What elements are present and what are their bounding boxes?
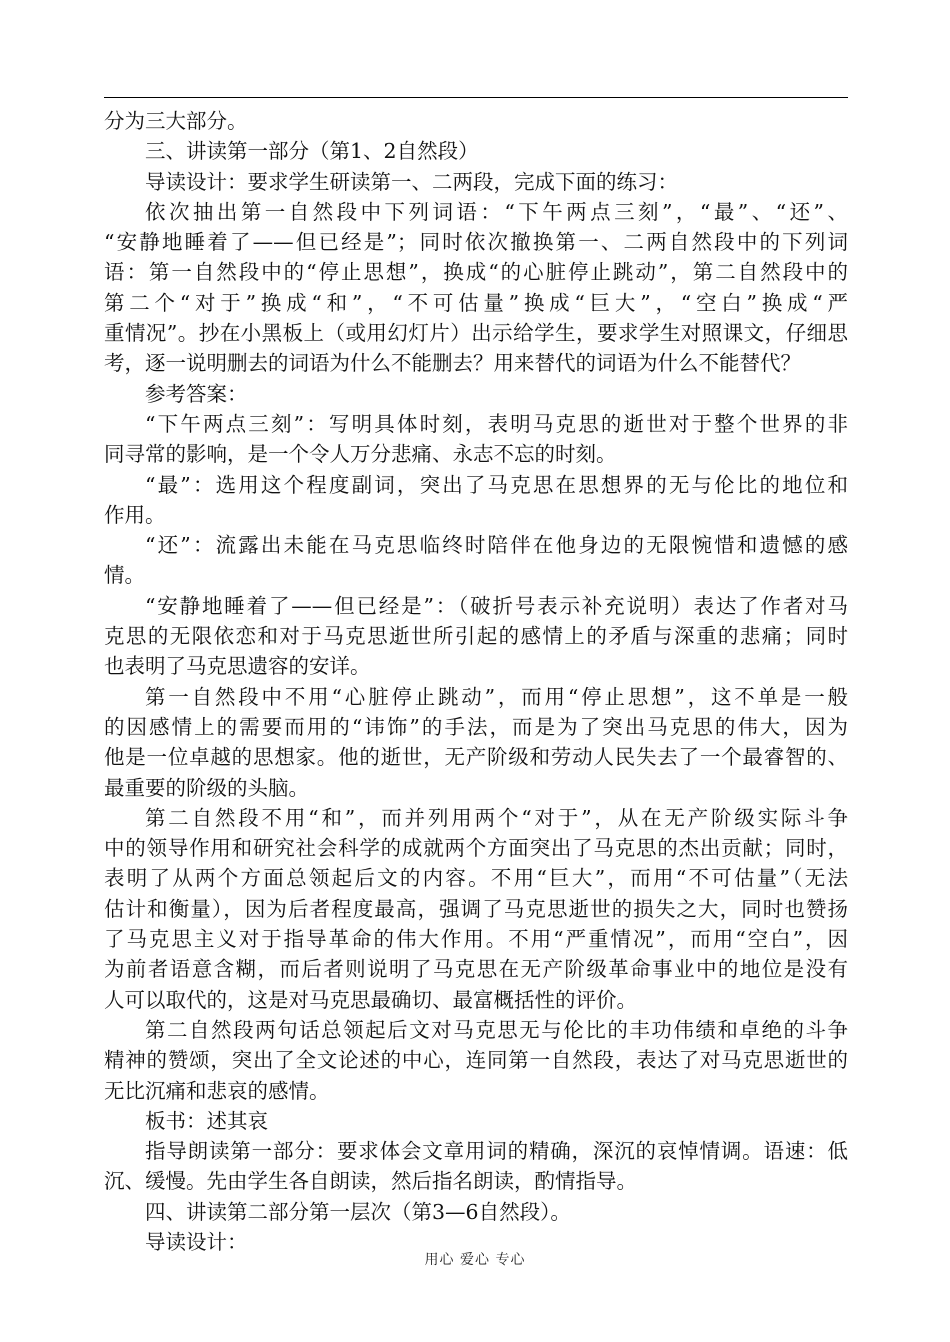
text-line: 情。 bbox=[104, 563, 145, 588]
text-line: 中的领导作用和研究社会科学的成就两个方面突出了马克思的杰出贡献；同时， bbox=[104, 836, 848, 861]
page-footer: 用心 爱心 专心 bbox=[424, 1252, 526, 1268]
text-line: 精神的赞颂，突出了全文论述的中心，连同第一自然段，表达了对马克思逝世的 bbox=[104, 1048, 848, 1073]
text-line: 最重要的阶级的头脑。 bbox=[104, 775, 309, 800]
text-line: 同寻常的影响，是一个令人万分悲痛、永志不忘的时刻。 bbox=[104, 442, 617, 467]
text-line: 语：第一自然段中的“停止思想”，换成“的心脏停止跳动”，第二自然段中的 bbox=[104, 260, 848, 285]
text-line: “安静地睡着了——但已经是”：（破折号表示补充说明）表达了作者对马 bbox=[145, 593, 848, 618]
text-line: 无比沉痛和悲哀的感情。 bbox=[104, 1078, 330, 1103]
text-line: 的因感情上的需要而用的“讳饰”的手法，而是为了突出马克思的伟大，因为 bbox=[104, 714, 848, 739]
text-line: 第一自然段中不用“心脏停止跳动”，而用“停止思想”，这不单是一般 bbox=[145, 684, 848, 709]
text-line: 表明了从两个方面总领起后文的内容。不用“巨大”，而用“不可估量”（无法 bbox=[104, 866, 848, 891]
text-line: 四、讲读第二部分第一层次（第3—6自然段）。 bbox=[145, 1199, 571, 1224]
text-line: 他是一位卓越的思想家。他的逝世，无产阶级和劳动人民失去了一个最睿智的、 bbox=[104, 745, 848, 770]
text-line: 重情况”。抄在小黑板上（或用幻灯片）出示给学生，要求学生对照课文，仔细思 bbox=[104, 321, 848, 346]
text-line: 导读设计： bbox=[145, 1229, 248, 1254]
text-line: 沉、缓慢。先由学生各自朗读，然后指名朗读，酌情指导。 bbox=[104, 1169, 637, 1194]
header-rule bbox=[104, 97, 848, 98]
text-line: 作用。 bbox=[104, 502, 166, 527]
text-line: 第二自然段两句话总领起后文对马克思无与伦比的丰功伟绩和卓绝的斗争 bbox=[145, 1017, 848, 1042]
text-line: 导读设计：要求学生研读第一、二两段，完成下面的练习： bbox=[145, 169, 678, 194]
text-line: “还”：流露出未能在马克思临终时陪伴在他身边的无限惋惜和遗憾的感 bbox=[145, 533, 848, 558]
text-line: 三、讲读第一部分（第1、2自然段） bbox=[145, 139, 479, 164]
text-line: 为前者语意含糊，而后者则说明了马克思在无产阶级革命事业中的地位是没有 bbox=[104, 957, 848, 982]
text-line: 指导朗读第一部分：要求体会文章用词的精确，深沉的哀悼情调。语速：低 bbox=[145, 1139, 848, 1164]
text-line: 也表明了马克思遗容的安详。 bbox=[104, 654, 371, 679]
text-line: 人可以取代的，这是对马克思最确切、最富概括性的评价。 bbox=[104, 987, 637, 1012]
text-line: 克思的无限依恋和对于马克思逝世所引起的感情上的矛盾与深重的悲痛；同时 bbox=[104, 624, 848, 649]
text-line: 估计和衡量），因为后者程度最高，强调了马克思逝世的损失之大，同时也赞扬 bbox=[104, 896, 848, 921]
text-line: 分为三大部分。 bbox=[104, 109, 248, 133]
text-line: “最”：选用这个程度副词，突出了马克思在思想界的无与伦比的地位和 bbox=[145, 472, 848, 497]
text-line: 依次抽出第一自然段中下列词语：“下午两点三刻”，“最”、“还”、 bbox=[145, 199, 848, 224]
text-line: 参考答案： bbox=[145, 381, 248, 406]
text-line: 第二自然段不用“和”，而并列用两个“对于”，从在无产阶级实际斗争 bbox=[145, 805, 848, 830]
text-line: 考，逐一说明删去的词语为什么不能删去？用来替代的词语为什么不能替代？ bbox=[104, 351, 801, 376]
text-line: “安静地睡着了——但已经是”；同时依次撤换第一、二两自然段中的下列词 bbox=[104, 230, 848, 255]
document-body bbox=[104, 106, 848, 1257]
text-line: 第二个“对于”换成“和”，“不可估量”换成“巨大”，“空白”换成“严 bbox=[104, 290, 848, 315]
text-line: 了马克思主义对于指导革命的伟大作用。不用“严重情况”，而用“空白”，因 bbox=[104, 927, 848, 952]
text-line: 板书：述其哀 bbox=[145, 1108, 268, 1133]
text-line: “下午两点三刻”：写明具体时刻，表明马克思的逝世对于整个世界的非 bbox=[145, 411, 848, 436]
